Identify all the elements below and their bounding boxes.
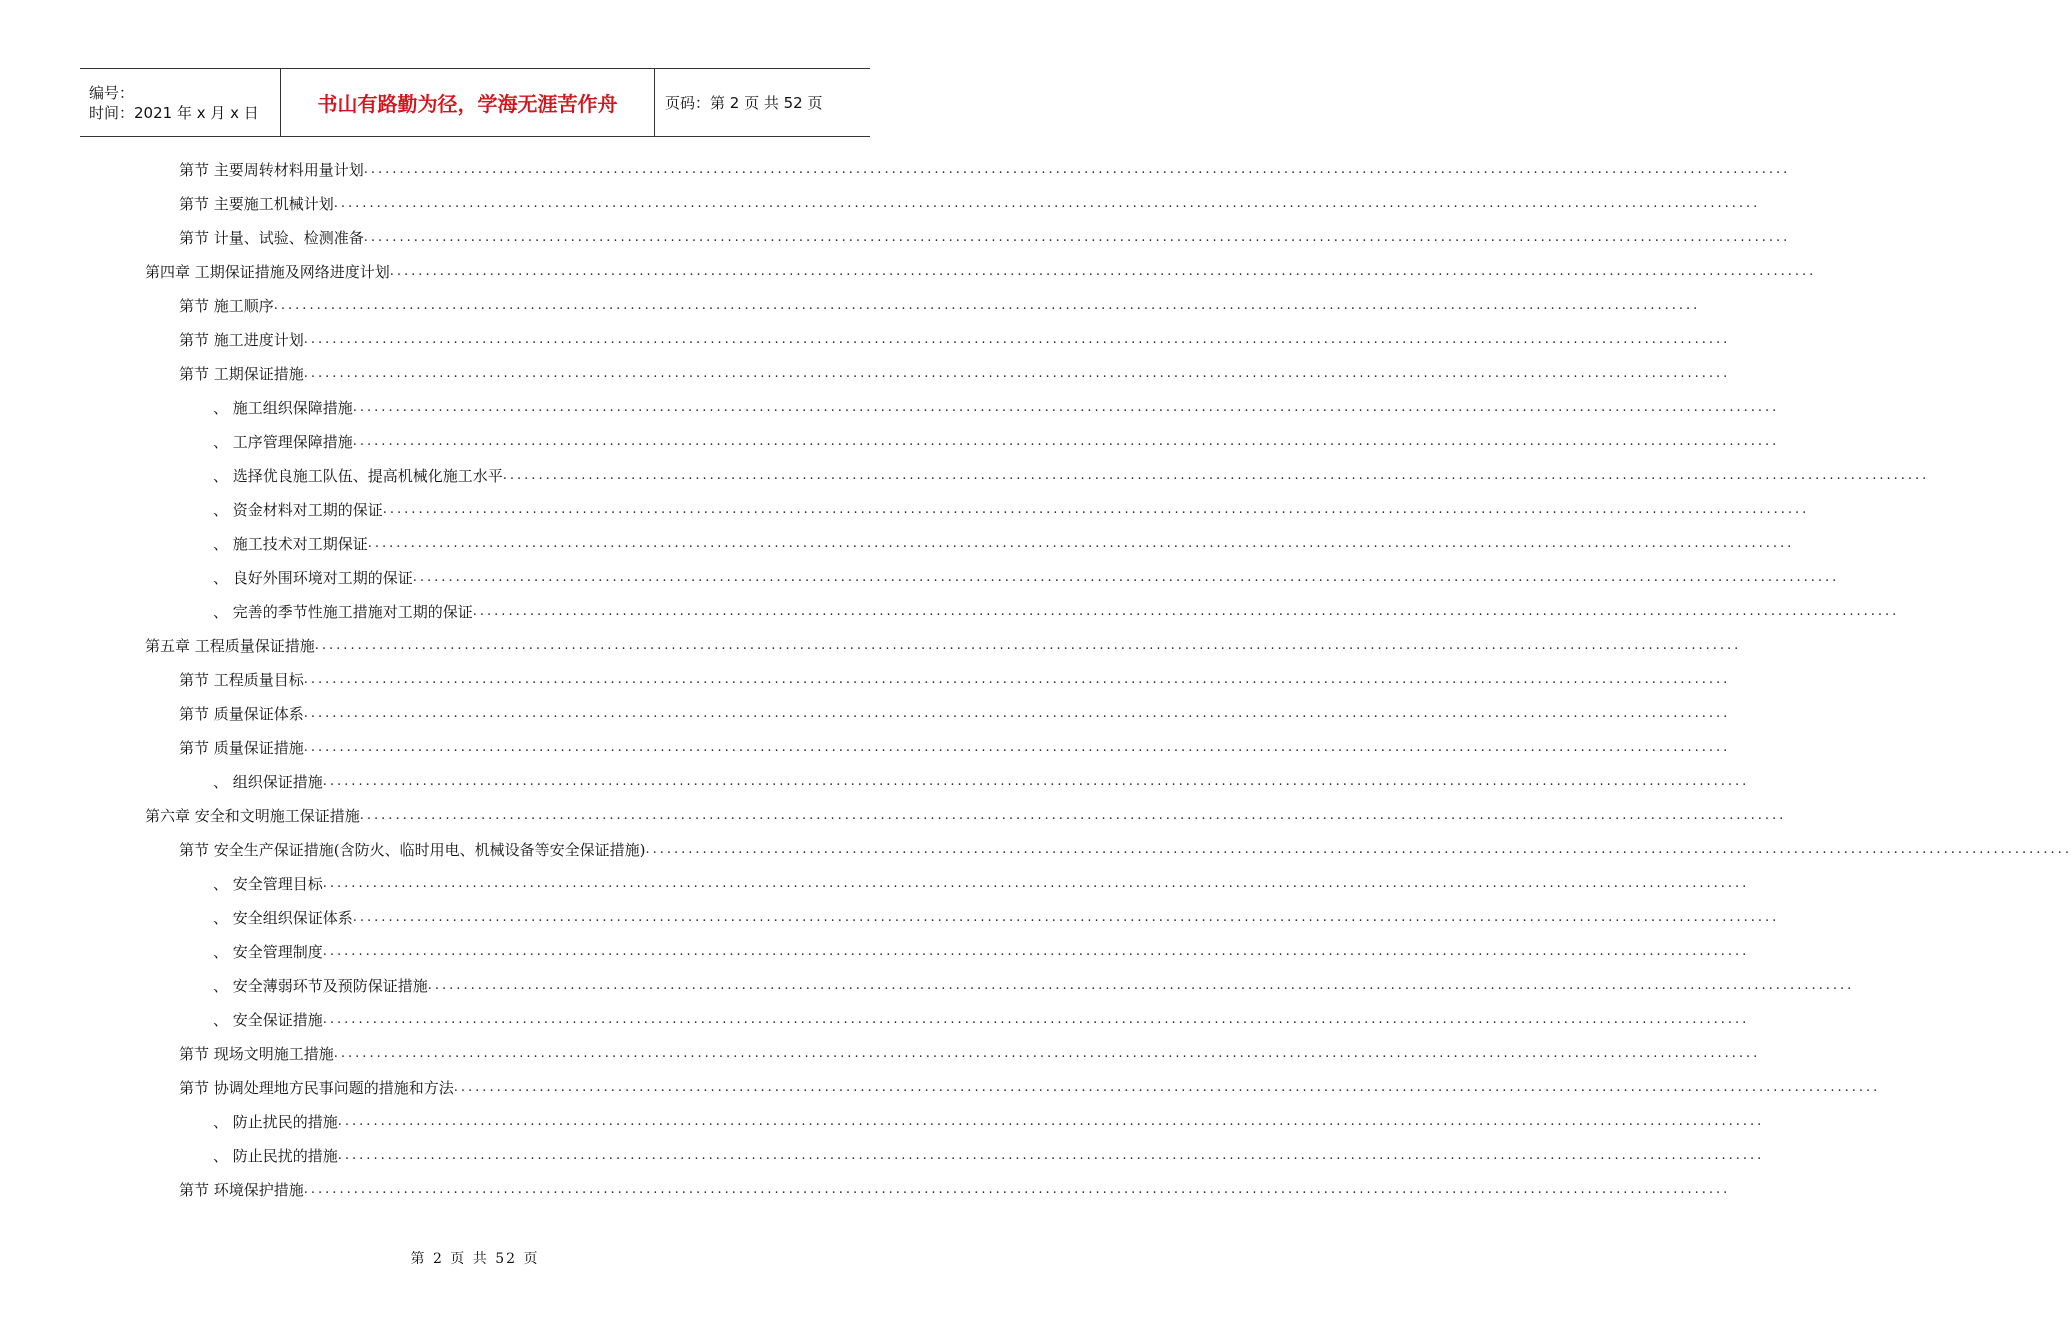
toc-entry-title: 第节 安全生产保证措施(含防火、临时用电、机械设备等安全保证措施) [179, 840, 646, 859]
toc-entry-title: 、 安全薄弱环节及预防保证措施 [213, 976, 428, 995]
toc-entry-title: 第节 现场文明施工措施 [179, 1044, 334, 1063]
toc-dot-leader: ........................................................................................................................................................................................................ [333, 1045, 1761, 1061]
toc-entry-title: 、 良好外围环境对工期的保证 [213, 568, 413, 587]
toc-dot-leader: ........................................................................................................................................................................................................ [352, 909, 1780, 925]
toc-entry[interactable] [0, 526, 1795, 560]
toc-entry[interactable] [0, 1138, 1765, 1172]
page-footer: 第 2 页 共 52 页 [410, 1251, 540, 1267]
toc-entry-title: 、 防止扰民的措施 [213, 1112, 338, 1131]
toc-dot-leader: ........................................................................................................................................................................................................ [303, 671, 1731, 687]
toc-dot-leader: ........................................................................................................................................................................................................ [314, 637, 1742, 653]
toc-entry[interactable] [0, 220, 1791, 254]
toc-entry-title: 、 安全管理制度 [213, 942, 323, 961]
toc-entry[interactable] [0, 628, 1742, 662]
toc-dot-leader: ........................................................................................................................................................................................................ [322, 1011, 1750, 1027]
toc-entry[interactable] [0, 866, 1750, 900]
toc-entry[interactable] [0, 594, 1900, 628]
toc-entry[interactable] [0, 560, 1840, 594]
toc-entry-title: 、 安全组织保证体系 [213, 908, 353, 927]
toc-entry-title: 第四章 工期保证措施及网络进度计划 [145, 262, 390, 281]
toc-entry-title: 、 安全管理目标 [213, 874, 323, 893]
toc-dot-leader: ........................................................................................................................................................................................................ [382, 501, 1810, 517]
toc-entry[interactable] [0, 1002, 1750, 1036]
toc-entry-title: 第五章 工程质量保证措施 [145, 636, 315, 655]
toc-entry-title: 第节 主要周转材料用量计划 [179, 160, 364, 179]
toc-dot-leader: ........................................................................................................................................................................................................ [359, 807, 1787, 823]
toc-dot-leader: ........................................................................................................................................................................................................ [367, 535, 1795, 551]
header-meta [80, 69, 281, 136]
toc-entry[interactable] [0, 696, 1731, 730]
toc-dot-leader: ........................................................................................................................................................................................................ [303, 365, 1731, 381]
toc-entry[interactable] [0, 832, 2072, 866]
toc-entry[interactable] [0, 424, 1780, 458]
toc-entry[interactable] [0, 1070, 1881, 1104]
page-header [80, 68, 870, 137]
toc-dot-leader: ........................................................................................................................................................................................................ [645, 841, 2072, 857]
toc-dot-leader: ........................................................................................................................................................................................................ [427, 977, 1855, 993]
toc-dot-leader: ........................................................................................................................................................................................................ [453, 1079, 1881, 1095]
toc-entry[interactable] [0, 288, 1701, 322]
toc-entry[interactable] [0, 798, 1787, 832]
toc-entry[interactable] [0, 968, 1855, 1002]
toc-entry[interactable] [0, 152, 1791, 186]
toc-entry[interactable] [0, 662, 1731, 696]
motto-text: 书山有路勤为径，学海无涯苦作舟 [317, 92, 618, 116]
toc-entry-title: 、 施工技术对工期保证 [213, 534, 368, 553]
toc-entry-title: 第节 施工进度计划 [179, 330, 304, 349]
toc-entry-title: 第六章 安全和文明施工保证措施 [145, 806, 360, 825]
toc-entry-title: 、 选择优良施工队伍、提高机械化施工水平 [213, 466, 503, 485]
toc-entry[interactable] [0, 764, 1750, 798]
time-label: 时间：2021 年 x 月 x 日 [89, 103, 259, 122]
toc-dot-leader: ........................................................................................................................................................................................................ [303, 739, 1731, 755]
toc-entry[interactable] [0, 186, 1761, 220]
table-of-contents [0, 152, 2072, 1206]
toc-entry[interactable] [0, 356, 1731, 390]
toc-dot-leader: ........................................................................................................................................................................................................ [273, 297, 1701, 313]
toc-entry[interactable] [0, 458, 1930, 492]
toc-dot-leader: ........................................................................................................................................................................................................ [363, 229, 1791, 245]
toc-dot-leader: ........................................................................................................................................................................................................ [389, 263, 1817, 279]
toc-entry-title: 、 完善的季节性施工措施对工期的保证 [213, 602, 473, 621]
toc-entry-title: 、 工序管理保障措施 [213, 432, 353, 451]
toc-dot-leader: ........................................................................................................................................................................................................ [337, 1147, 1765, 1163]
toc-dot-leader: ........................................................................................................................................................................................................ [303, 705, 1731, 721]
toc-entry-title: 第节 协调处理地方民事问题的措施和方法 [179, 1078, 454, 1097]
toc-dot-leader: ........................................................................................................................................................................................................ [502, 467, 1930, 483]
toc-entry[interactable] [0, 934, 1750, 968]
toc-entry-title: 、 资金材料对工期的保证 [213, 500, 383, 519]
header-page-info [655, 69, 870, 136]
toc-dot-leader: ........................................................................................................................................................................................................ [303, 331, 1731, 347]
toc-entry-title: 第节 施工顺序 [179, 296, 274, 315]
toc-dot-leader: ........................................................................................................................................................................................................ [303, 1181, 1731, 1197]
toc-dot-leader: ........................................................................................................................................................................................................ [352, 433, 1780, 449]
toc-entry[interactable] [0, 900, 1780, 934]
toc-entry[interactable] [0, 322, 1731, 356]
toc-entry-title: 第节 计量、试验、检测准备 [179, 228, 364, 247]
toc-entry-title: 第节 工期保证措施 [179, 364, 304, 383]
code-label: 编号： [89, 83, 135, 102]
toc-entry-title: 第节 工程质量目标 [179, 670, 304, 689]
toc-dot-leader: ........................................................................................................................................................................................................ [322, 773, 1750, 789]
toc-dot-leader: ........................................................................................................................................................................................................ [412, 569, 1840, 585]
toc-entry[interactable] [0, 254, 1817, 288]
page-label: 页码：第 2 页 共 52 页 [665, 94, 823, 112]
toc-entry-title: 第节 环境保护措施 [179, 1180, 304, 1199]
toc-dot-leader: ........................................................................................................................................................................................................ [322, 875, 1750, 891]
toc-entry[interactable] [0, 1104, 1765, 1138]
toc-dot-leader: ........................................................................................................................................................................................................ [337, 1113, 1765, 1129]
toc-entry[interactable] [0, 1172, 1731, 1206]
toc-entry-title: 、 组织保证措施 [213, 772, 323, 791]
toc-entry[interactable] [0, 492, 1810, 526]
toc-entry-title: 、 安全保证措施 [213, 1010, 323, 1029]
toc-entry[interactable] [0, 1036, 1761, 1070]
toc-dot-leader: ........................................................................................................................................................................................................ [352, 399, 1780, 415]
header-motto [281, 69, 655, 136]
toc-entry-title: 、 施工组织保障措施 [213, 398, 353, 417]
toc-entry-title: 第节 质量保证体系 [179, 704, 304, 723]
toc-dot-leader: ........................................................................................................................................................................................................ [333, 195, 1761, 211]
toc-entry-title: 第节 主要施工机械计划 [179, 194, 334, 213]
toc-entry[interactable] [0, 730, 1731, 764]
toc-entry[interactable] [0, 390, 1780, 424]
toc-entry-title: 第节 质量保证措施 [179, 738, 304, 757]
toc-dot-leader: ........................................................................................................................................................................................................ [322, 943, 1750, 959]
toc-dot-leader: ........................................................................................................................................................................................................ [363, 161, 1791, 177]
toc-dot-leader: ........................................................................................................................................................................................................ [472, 603, 1900, 619]
toc-entry-title: 、 防止民扰的措施 [213, 1146, 338, 1165]
